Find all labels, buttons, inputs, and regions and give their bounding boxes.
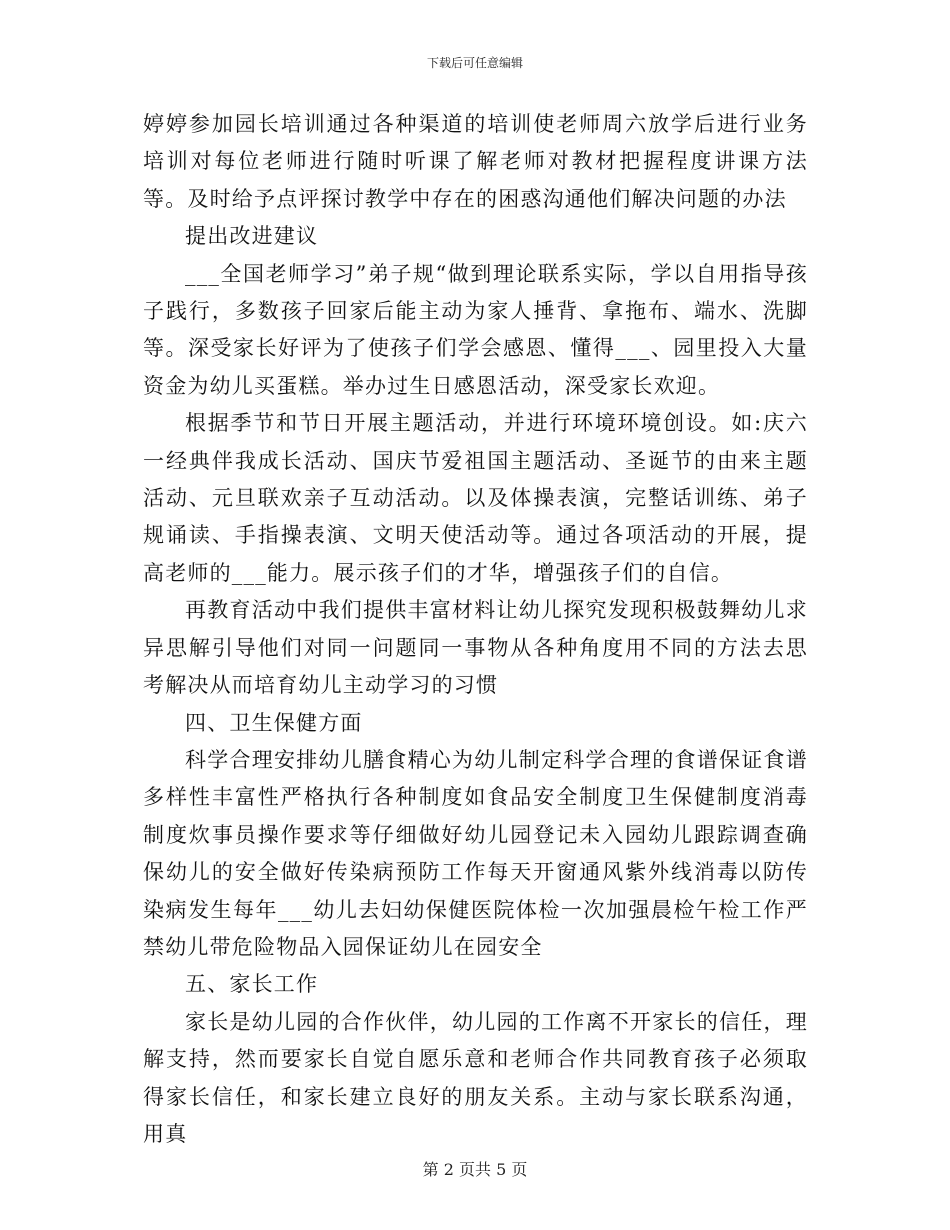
section-heading-suggestions: 提出改进建议 <box>185 224 319 249</box>
section-heading-health: 四、卫生保健方面 <box>185 710 363 735</box>
paragraph-parents-work: 家长是幼儿园的合作伙伴，幼儿园的工作离不开家长的信任，理解支持，然而要家长自觉自愿乐意和老师合作共同教育孩子必须取得家长信任，和家长建立良好的朋友关系。主动与家长联系沟通，用真 <box>143 1009 808 1146</box>
paragraph-health-care: 科学合理安排幼儿膳食精心为幼儿制定科学合理的食谱保证食谱多样性丰富性严格执行各种制度如食品安全制度卫生保健制度消毒制度炊事员操作要求等仔细做好幼儿园登记未入园幼儿跟踪调查确保幼儿的安全做好传染病预防工作每天开窗通风紫外线消毒以防传染病发生每年___幼儿去妇幼保健医院体检一次加强晨检午检工作严禁幼儿带危险物品入园保证幼儿在园安全 <box>143 747 808 959</box>
document-body <box>143 106 808 1153</box>
paragraph-theme-activities: 根据季节和节日开展主题活动，并进行环境环境创设。如:庆六一经典伴我成长活动、国庆节爱祖国主题活动、圣诞节的由来主题活动、元旦联欢亲子互动活动。以及体操表演，完整话训练、弟子规诵读、手指操表演、文明天使活动等。通过各项活动的开展，提高老师的___能力。展示孩子们的才华，增强孩子们的自信。 <box>143 411 808 585</box>
section-heading-parents: 五、家长工作 <box>185 972 319 997</box>
paragraph-dizigui: ___全国老师学习”弟子规“做到理论联系实际，学以自用指导孩子践行，多数孩子回家后能主动为家人捶背、拿拖布、端水、洗脚等。深受家长好评为了使孩子们学会感恩、懂得___、园里投入大量资金为幼儿买蛋糕。举办过生日感恩活动，深受家长欢迎。 <box>143 261 808 398</box>
page-footer: 第 2 页共 5 页 <box>422 1160 528 1179</box>
paragraph-education-activities: 再教育活动中我们提供丰富材料让幼儿探究发现积极鼓舞幼儿求异思解引导他们对同一问题同一事物从各种角度用不同的方法去思考解决从而培育幼儿主动学习的习惯 <box>143 598 808 698</box>
paragraph-continued: 婷婷参加园长培训通过各种渠道的培训使老师周六放学后进行业务培训对每位老师进行随时听课了解老师对教材把握程度讲课方法等。及时给予点评探讨教学中存在的困惑沟通他们解决问题的办法 <box>143 112 808 211</box>
page-header: 下载后可任意编辑 <box>426 56 523 70</box>
